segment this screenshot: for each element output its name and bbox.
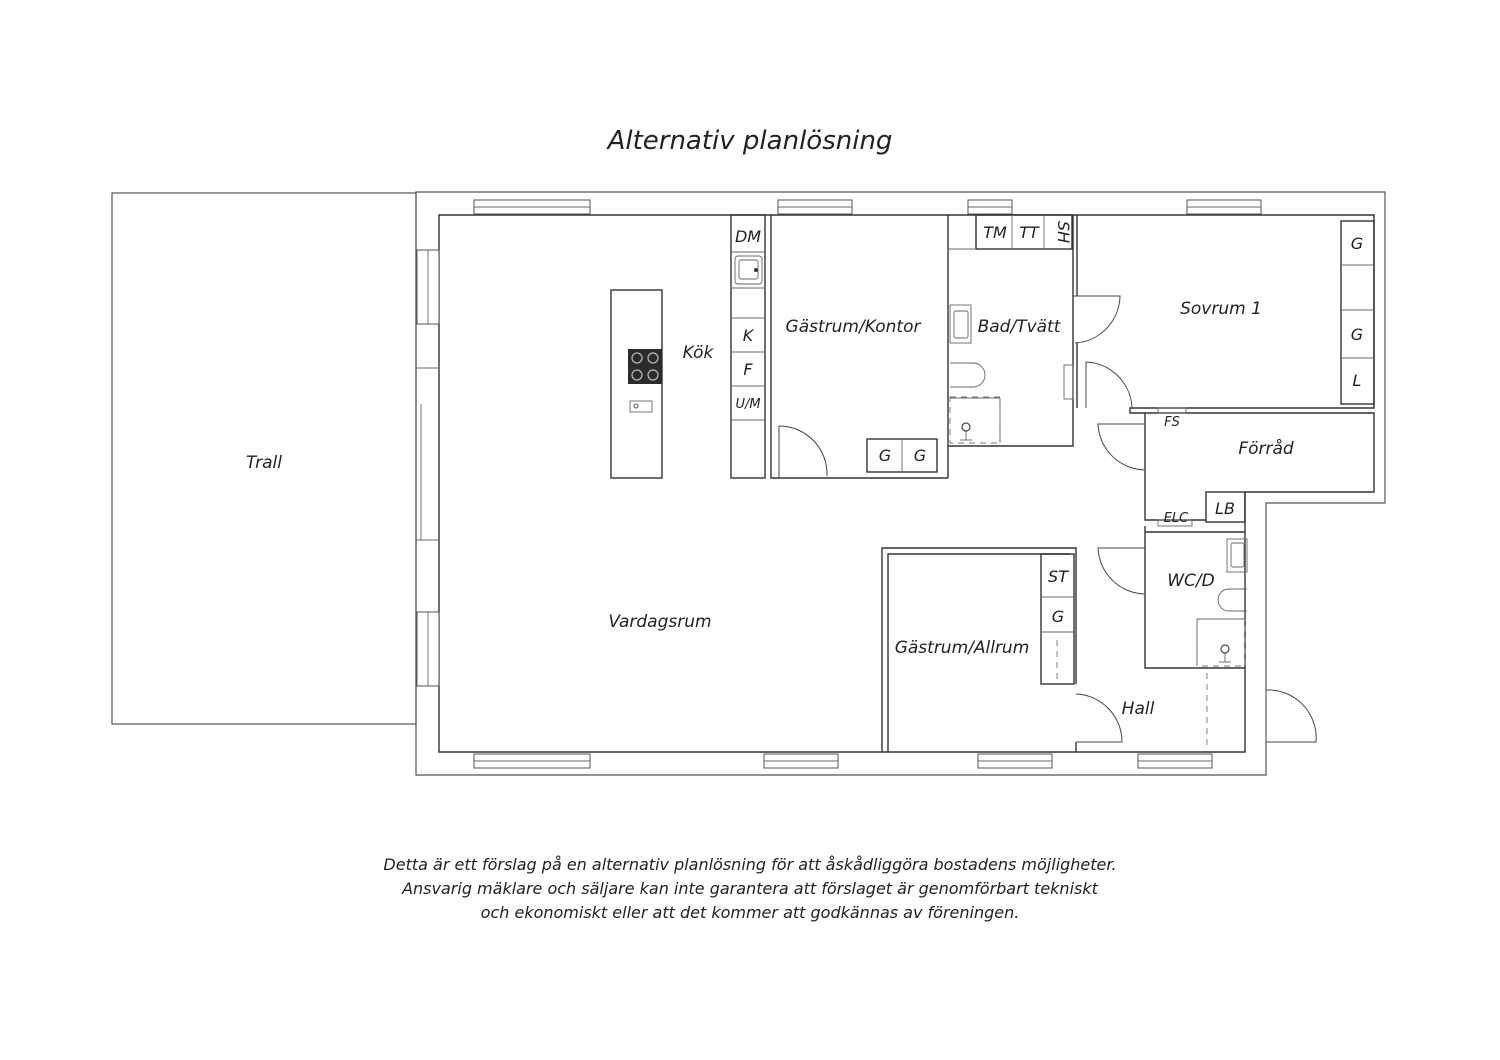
island-sink	[630, 401, 652, 412]
fixture-label-elc: ELC	[1163, 511, 1189, 526]
fixture-label-g-bedroom-1: G	[1350, 234, 1364, 253]
fixture-label-st: ST	[1048, 567, 1068, 586]
fixture-label-k: K	[742, 326, 754, 345]
fixture-label-lb: LB	[1215, 499, 1235, 518]
room-label-gastrum-kontor: Gästrum/Kontor	[785, 317, 921, 337]
storage-door	[1098, 424, 1145, 470]
fixture-label-g-office-1: G	[878, 446, 892, 465]
kitchen-counter	[731, 215, 765, 478]
fixture-label-fs: FS	[1164, 415, 1180, 430]
room-label-sovrum1: Sovrum 1	[1180, 299, 1262, 319]
radiator	[1064, 365, 1073, 399]
page-title: Alternativ planlösning	[607, 126, 893, 156]
entrance-door	[1266, 690, 1316, 742]
wc-shower	[1197, 619, 1245, 666]
office-door	[779, 426, 827, 476]
room-label-kok: Kök	[682, 343, 714, 363]
fixture-label-um: U/M	[735, 397, 761, 412]
wc-toilet	[1218, 589, 1247, 611]
room-label-forrad: Förråd	[1238, 439, 1294, 459]
shower-area	[950, 397, 1000, 443]
fixture-label-dm: DM	[734, 227, 762, 246]
disclaimer-line-1: Detta är ett förslag på en alternativ planlösning för att åskådliggöra bostadens möjligheter.	[383, 855, 1117, 874]
fixture-label-sh: SH	[1054, 220, 1073, 244]
fixture-label-g-allrum: G	[1051, 607, 1065, 626]
bottom-windows	[474, 754, 1212, 768]
wc-door	[1098, 548, 1145, 594]
inner-wall	[439, 215, 1374, 752]
bedroom-door	[1086, 362, 1132, 408]
wc-wall	[1145, 526, 1245, 668]
disclaimer-line-2: Ansvarig mäklare och säljare kan inte garantera att förslaget är genomförbart tekniskt	[402, 879, 1098, 898]
fixture-label-f: F	[743, 360, 753, 379]
room-label-wc-d: WC/D	[1167, 571, 1215, 591]
room-label-gastrum-allrum: Gästrum/Allrum	[894, 638, 1030, 658]
fixture-label-g-bedroom-2: G	[1350, 325, 1364, 344]
room-label-trall: Trall	[246, 453, 282, 473]
bath-door	[1073, 296, 1120, 343]
allrum-door	[1076, 694, 1122, 742]
disclaimer-line-3: och ekonomiskt eller att det kommer att godkännas av föreningen.	[480, 903, 1020, 922]
top-windows	[474, 200, 1261, 214]
fixture-label-tt: TT	[1019, 223, 1039, 242]
fixture-label-l: L	[1352, 371, 1362, 390]
disclaimer	[0, 853, 1500, 925]
bath-toilet	[950, 363, 985, 387]
room-label-hall: Hall	[1121, 699, 1155, 719]
outer-wall	[416, 192, 1385, 775]
room-label-vardagsrum: Vardagsrum	[608, 612, 712, 632]
fixture-label-tm: TM	[983, 223, 1007, 242]
room-label-bad-tvatt: Bad/Tvätt	[977, 317, 1061, 337]
fixture-label-g-office-2: G	[913, 446, 927, 465]
fs-unit	[1158, 408, 1186, 413]
